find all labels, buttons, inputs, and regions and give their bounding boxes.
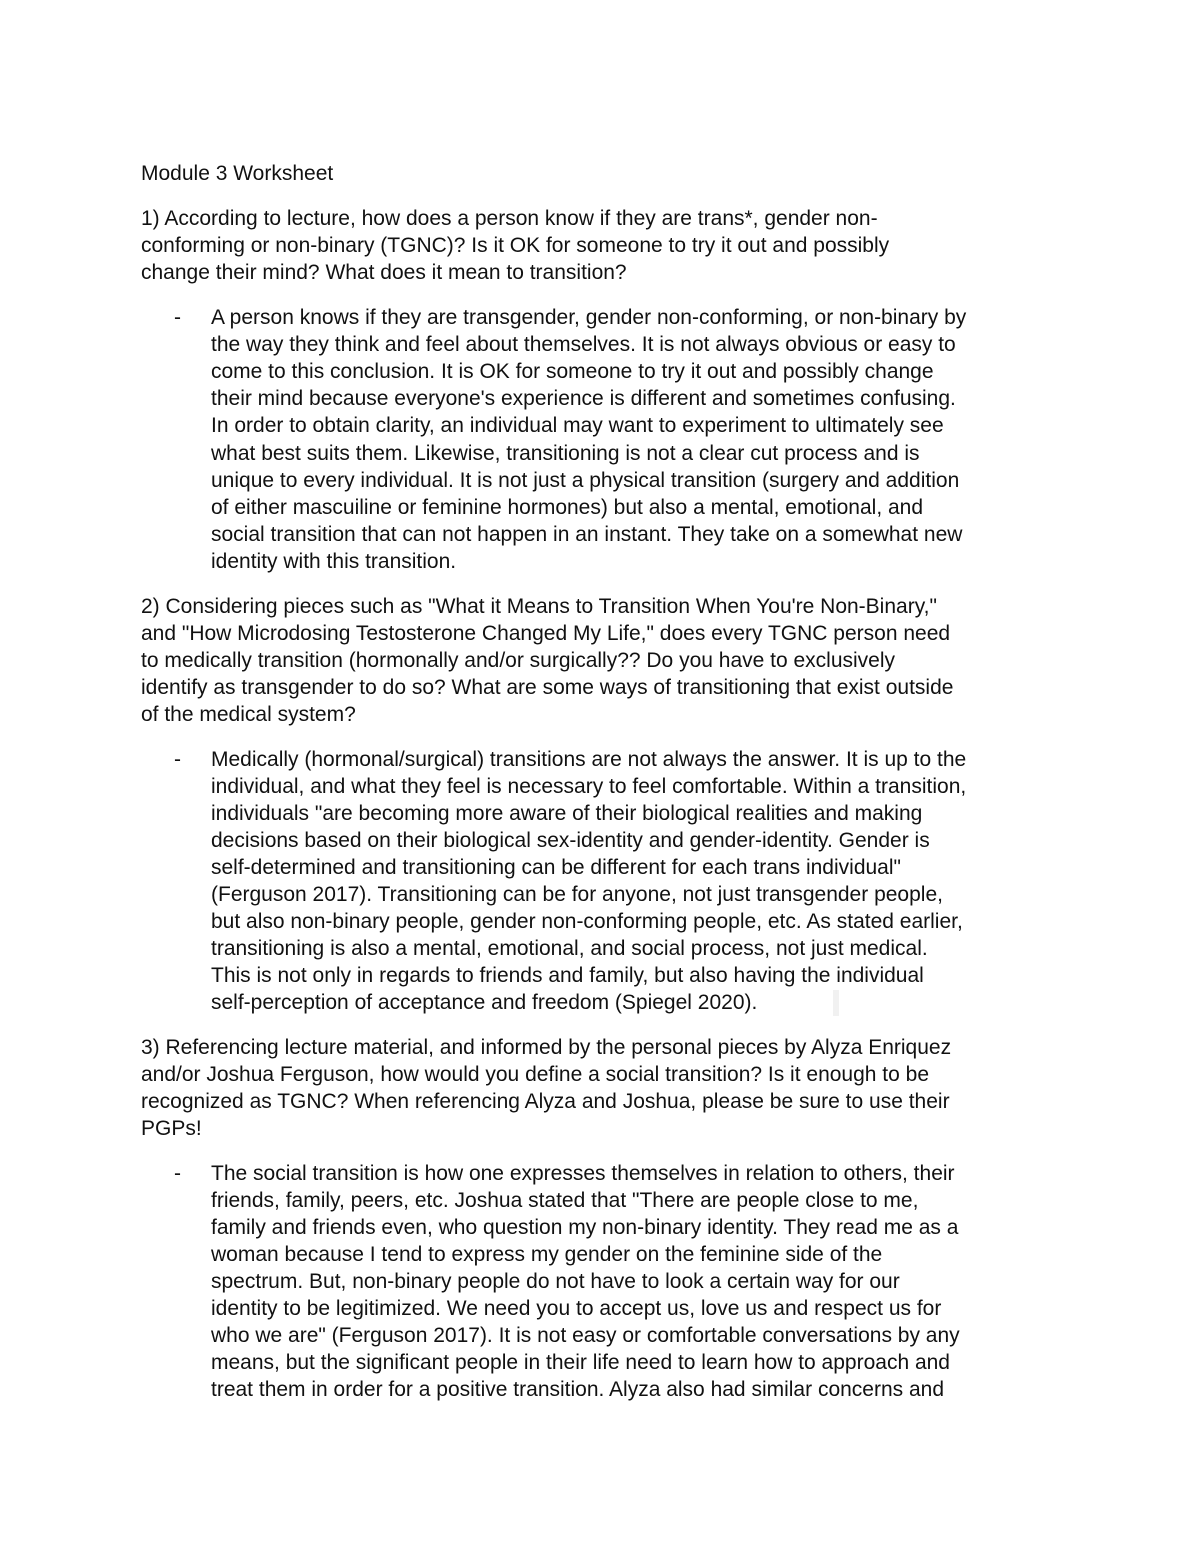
- answer-2-line: (Ferguson 2017). Transitioning can be for anyone, not just transgender people,: [211, 883, 943, 906]
- answer-3-line: friends, family, peers, etc. Joshua stated that "There are people close to me,: [211, 1189, 919, 1212]
- question-3-line: PGPs!: [141, 1117, 202, 1140]
- question-1-line: 1) According to lecture, how does a person know if they are trans*, gender non-: [141, 207, 878, 230]
- answer-3-line: woman because I tend to express my gender on the feminine side of the: [211, 1243, 883, 1266]
- answer-3-line: The social transition is how one expresses themselves in relation to others, their: [211, 1162, 955, 1185]
- answer-3-line: means, but the significant people in their life need to learn how to approach and: [211, 1351, 950, 1374]
- answer-2-line: This is not only in regards to friends and family, but also having the individual: [211, 964, 924, 987]
- question-3-line: recognized as TGNC? When referencing Alyza and Joshua, please be sure to use their: [141, 1090, 950, 1113]
- answer-3-line: family and friends even, who question my non-binary identity. They read me as a: [211, 1216, 959, 1239]
- answer-1-line: In order to obtain clarity, an individual may want to experiment to ultimately see: [211, 414, 944, 437]
- answer-1-line: identity with this transition.: [211, 550, 457, 573]
- answer-3-line: spectrum. But, non-binary people do not have to look a certain way for our: [211, 1270, 900, 1293]
- answer-3-line: treat them in order for a positive transition. Alyza also had similar concerns and: [211, 1378, 945, 1401]
- answer-1-line: social transition that can not happen in an instant. They take on a somewhat new: [211, 523, 963, 546]
- answer-2-line: decisions based on their biological sex-identity and gender-identity. Gender is: [211, 829, 930, 852]
- text-cursor-mark: [833, 990, 839, 1016]
- question-2-line: 2) Considering pieces such as "What it Means to Transition When You're Non-Binary,": [141, 595, 937, 618]
- answer-2-line: self-determined and transitioning can be different for each trans individual": [211, 856, 901, 879]
- answer-3-line: who we are" (Ferguson 2017). It is not easy or comfortable conversations by any: [211, 1324, 960, 1347]
- answer-1-line: their mind because everyone's experience is different and sometimes confusing.: [211, 387, 956, 410]
- question-2-line: and "How Microdosing Testosterone Changed My Life," does every TGNC person need: [141, 622, 951, 645]
- answer-2-line: transitioning is also a mental, emotional, and social process, not just medical.: [211, 937, 928, 960]
- answer-2-line: Medically (hormonal/surgical) transitions are not always the answer. It is up to the: [211, 748, 967, 771]
- question-3-line: 3) Referencing lecture material, and informed by the personal pieces by Alyza Enriquez: [141, 1036, 952, 1059]
- answer-1-line: of either mascuiline or feminine hormones) but also a mental, emotional, and: [211, 496, 924, 519]
- bullet-dash: -: [174, 748, 181, 771]
- answer-1-line: unique to every individual. It is not just a physical transition (surgery and addition: [211, 469, 960, 492]
- answer-2-line: individuals "are becoming more aware of their biological realities and making: [211, 802, 923, 825]
- bullet-dash: -: [174, 306, 181, 329]
- answer-1-line: come to this conclusion. It is OK for someone to try it out and possibly change: [211, 360, 934, 383]
- question-2-line: of the medical system?: [141, 703, 356, 726]
- answer-1-line: the way they think and feel about themselves. It is not always obvious or easy to: [211, 333, 956, 356]
- answer-3-line: identity to be legitimized. We need you to accept us, love us and respect us for: [211, 1297, 942, 1320]
- question-1-line: conforming or non-binary (TGNC)? Is it OK for someone to try it out and possibly: [141, 234, 890, 257]
- document-title: Module 3 Worksheet: [141, 162, 334, 185]
- answer-2-line: individual, and what they feel is necessary to feel comfortable. Within a transition,: [211, 775, 967, 798]
- answer-1-line: what best suits them. Likewise, transitioning is not a clear cut process and is: [211, 442, 920, 465]
- question-2-line: identify as transgender to do so? What are some ways of transitioning that exist outside: [141, 676, 954, 699]
- answer-2-line: self-perception of acceptance and freedom (Spiegel 2020).: [211, 991, 758, 1014]
- question-1-line: change their mind? What does it mean to transition?: [141, 261, 627, 284]
- answer-2-line: but also non-binary people, gender non-conforming people, etc. As stated earlier,: [211, 910, 963, 933]
- answer-1-line: A person knows if they are transgender, gender non-conforming, or non-binary by: [211, 306, 967, 329]
- bullet-dash: -: [174, 1162, 181, 1185]
- question-3-line: and/or Joshua Ferguson, how would you define a social transition? Is it enough to be: [141, 1063, 930, 1086]
- question-2-line: to medically transition (hormonally and/or surgically?? Do you have to exclusively: [141, 649, 896, 672]
